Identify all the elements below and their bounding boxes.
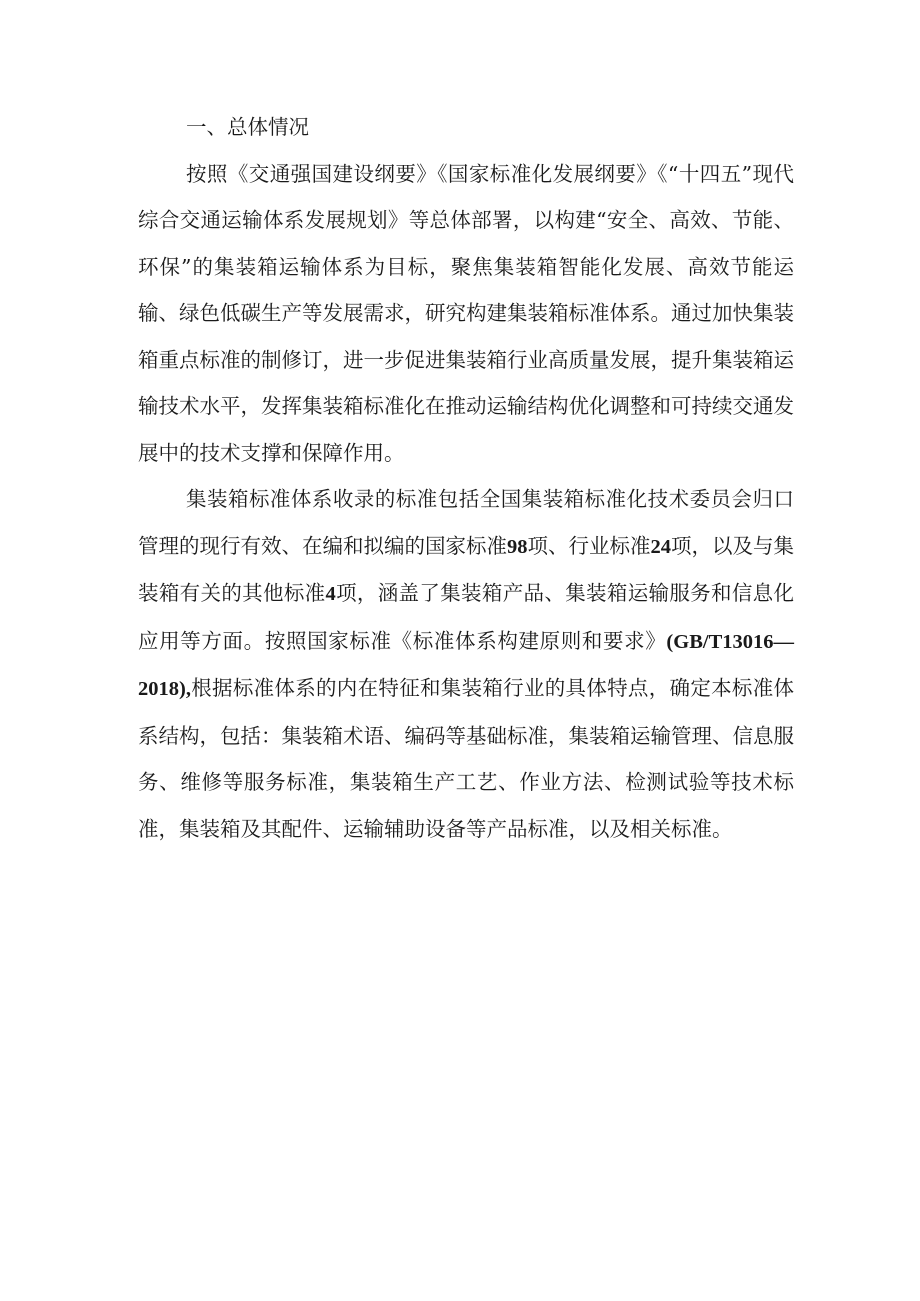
other-standard-count: 4	[325, 583, 336, 605]
national-standard-count: 98	[507, 535, 528, 558]
document-body	[138, 104, 794, 852]
paragraph-text: 集装箱标准体系收录的标准包括全国集装箱标准化技术委员会归口管理的现行有效、在编和拟编的国家标准	[138, 487, 794, 558]
paragraph-standards-system	[138, 476, 794, 852]
section-heading: 一、总体情况	[186, 115, 309, 139]
paragraph-text: 项、行业标准	[527, 533, 651, 558]
standard-code: (GB/T13016—2018),	[138, 630, 794, 700]
paragraph-overview	[138, 151, 794, 477]
paragraph-text: 按照《交通强国建设纲要》《国家标准化发展纲要》《“十四五”现代综合交通运输体系发展规划》等总体部署，以构建“安全、高效、节能、环保”的集装箱运输体系为目标，聚焦集装箱智能化发展、高效节能运输、绿色低碳生产等发展需求，研究构建集装箱标准体系。通过加快集装箱重点标准的制修订，进一步促进集装箱行业高质量发展，提升集装箱运输技术水平，发挥集装箱标准化在推动运输结构优化调整和可持续交通发展中的技术支撑和保障作用。	[138, 161, 794, 465]
paragraph-text: 根据标准体系的内在特征和集装箱行业的具体特点，确定本标准体系结构，包括：集装箱术语、编码等基础标准，集装箱运输管理、信息服务、维修等服务标准，集装箱生产工艺、作业方法、检测试验等技术标准，集装箱及其配件、运输辅助设备等产品标准，以及相关标准。	[138, 676, 794, 841]
industry-standard-count: 24	[650, 535, 671, 558]
paragraph-text: 项，涵盖了集装箱产品、集装箱运输服务和信息化应用等方面。按照国家标准《标准体系构建原则和要求》	[138, 581, 795, 653]
paragraph-text: 项，以及与集装箱有关的其他标准	[138, 533, 794, 605]
